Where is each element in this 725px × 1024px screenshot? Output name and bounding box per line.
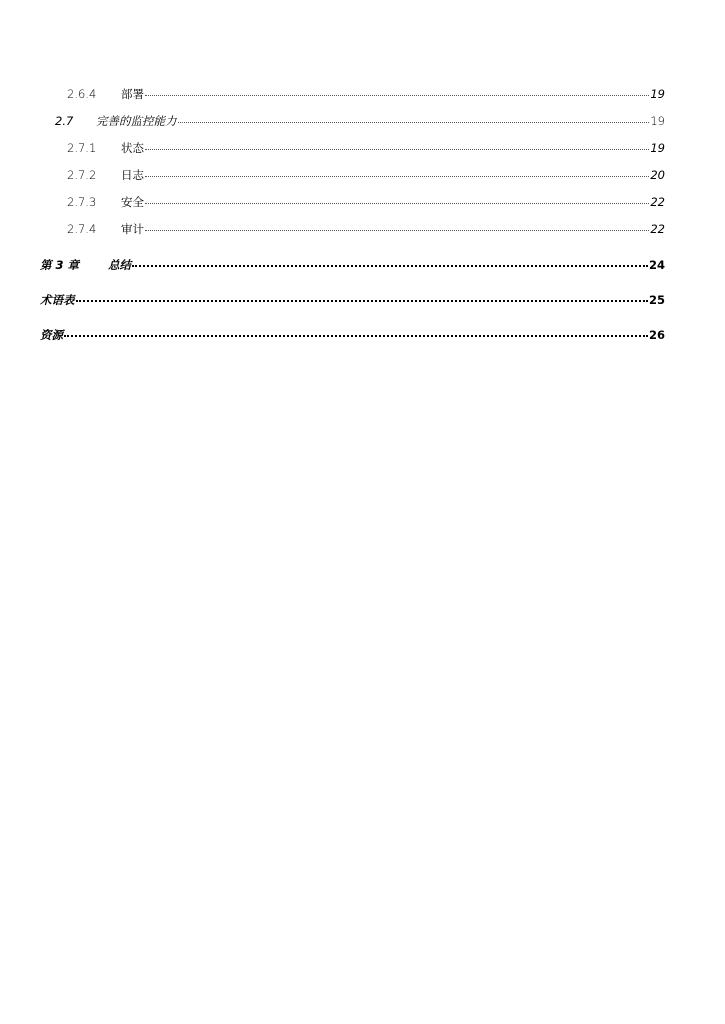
toc-entry-title: 资源 [40,328,63,342]
toc-entry-number: 2.7.1 [67,141,97,155]
toc-entry-2-7-2[interactable] [67,167,665,183]
toc-entry-2-6-4[interactable] [67,86,665,102]
toc-dot-leader [76,300,648,302]
toc-dot-leader [145,203,649,204]
toc-dot-leader [145,95,649,96]
toc-entry-page: 19 [650,87,665,101]
toc-dot-leader [178,122,650,123]
toc-entry-page: 19 [650,141,665,155]
toc-entry-number: 2.6.4 [67,87,97,101]
toc-entry-page: 25 [648,293,665,307]
toc-entry-number: 2.7 [55,114,74,128]
toc-entry-2-7-1[interactable] [67,140,665,156]
toc-entry-title: 术语表 [40,293,75,307]
toc-entry-page: 19 [650,114,665,128]
toc-entry-title: 状态 [121,141,144,155]
toc-entry-page: 26 [648,328,665,342]
toc-entry-title: 安全 [121,195,144,209]
toc-entry-title: 总结 [108,258,131,272]
toc-dot-leader [145,230,649,231]
toc-entry-number: 2.7.2 [67,168,97,182]
toc-dot-leader [145,149,649,150]
toc-entry-page: 22 [650,222,665,236]
toc-entry-title: 完善的监控能力 [96,114,177,128]
toc-entry-glossary[interactable] [40,292,665,308]
toc-entry-resources[interactable] [40,327,665,343]
toc-entry-title: 审计 [121,222,144,236]
toc-entry-page: 24 [648,258,665,272]
toc-dot-leader [145,176,649,177]
toc-entry-chapter-3[interactable] [40,257,665,273]
toc-entry-number: 2.7.4 [67,222,97,236]
toc-entry-2-7-4[interactable] [67,221,665,237]
toc-entry-2-7-3[interactable] [67,194,665,210]
toc-entry-title: 日志 [121,168,144,182]
toc-dot-leader [64,335,648,337]
toc-entry-page: 22 [650,195,665,209]
toc-entry-page: 20 [650,168,665,182]
toc-entry-2-7[interactable] [55,113,665,129]
toc-entry-title: 部署 [121,87,144,101]
toc-dot-leader [132,265,648,267]
toc-entry-number: 第 3 章 [40,258,80,272]
toc-entry-number: 2.7.3 [67,195,97,209]
